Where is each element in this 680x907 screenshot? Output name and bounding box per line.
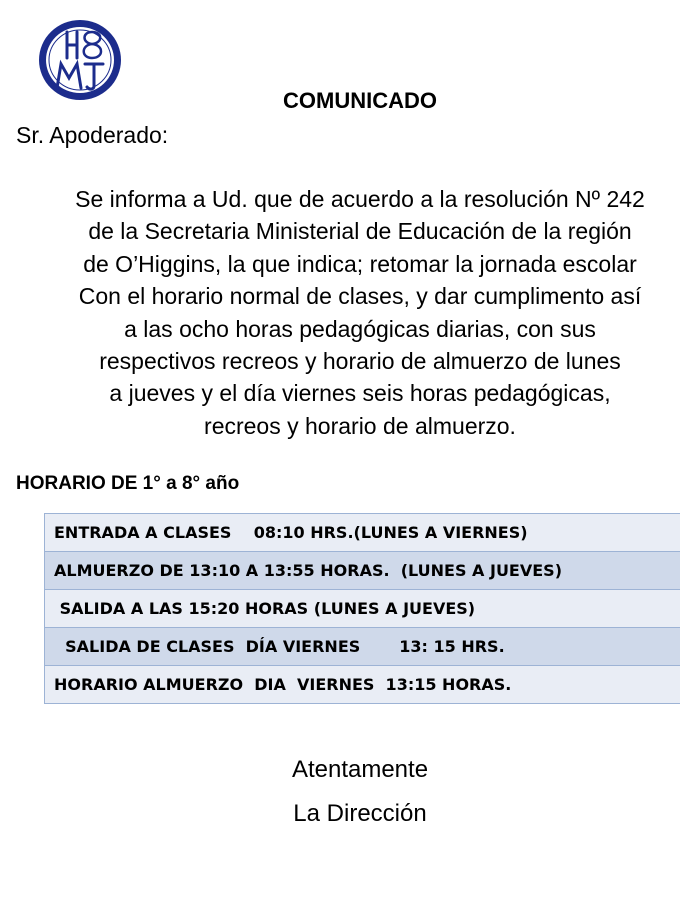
- schedule-cell: HORARIO ALMUERZO DIA VIERNES 13:15 HORAS.: [45, 666, 680, 704]
- table-row: [45, 552, 680, 590]
- table-row: [45, 590, 680, 628]
- closing-regards: Atentamente: [291, 756, 429, 783]
- body-line: recreos y horario de almuerzo.: [204, 412, 516, 439]
- table-row: [45, 514, 680, 552]
- schedule-cell: SALIDA A LAS 15:20 HORAS (LUNES A JUEVES): [45, 590, 680, 628]
- body-line: Se informa a Ud. que de acuerdo a la resolución Nº 242: [75, 186, 645, 212]
- body-line: Con el horario normal de clases, y dar cumplimento así: [78, 283, 642, 310]
- body-line: de la Secretaria Ministerial de Educación de la región: [88, 218, 632, 245]
- table-row: [45, 666, 680, 704]
- body-line: de O’Higgins, la que indica; retomar la jornada escolar: [83, 250, 637, 277]
- page-title: COMUNICADO: [283, 88, 437, 113]
- salutation: Sr. Apoderado:: [16, 122, 169, 148]
- table-row: [45, 628, 680, 666]
- schedule-table: [44, 513, 680, 704]
- body-line: a las ocho horas pedagógicas diarias, con sus: [124, 315, 596, 342]
- schedule-heading: HORARIO DE 1° a 8° año: [16, 473, 240, 494]
- schedule-cell: ENTRADA A CLASES 08:10 HRS.(LUNES A VIERNES): [45, 514, 680, 552]
- schedule-cell: SALIDA DE CLASES DÍA VIERNES 13: 15 HRS.: [45, 628, 680, 666]
- closing-signature: La Dirección: [293, 800, 427, 827]
- schedule-cell: ALMUERZO DE 13:10 A 13:55 HORAS. (LUNES A JUEVES): [45, 552, 680, 590]
- body-line: a jueves y el día viernes seis horas pedagógicas,: [109, 380, 611, 407]
- body-line: respectivos recreos y horario de almuerzo de lunes: [99, 348, 621, 375]
- announcement-body: [0, 183, 680, 442]
